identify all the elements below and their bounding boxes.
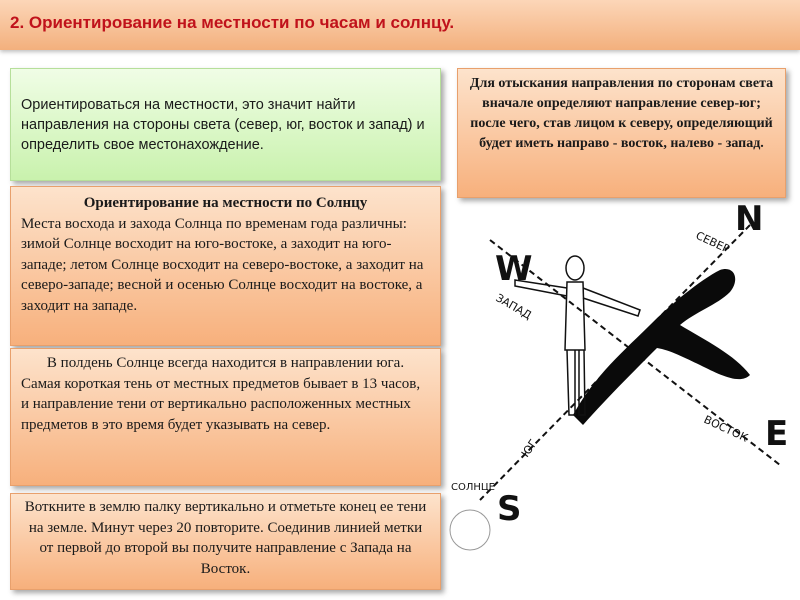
north-letter: N xyxy=(735,200,764,239)
noon-text: Самая короткая тень от местных предметов бывает в 13 часов, и направление тени от вертикально расположенных местных предметов в это время будет указывать на север. xyxy=(21,375,421,433)
noon-line: В полдень Солнце всегда находится в направлении юга. xyxy=(46,355,405,371)
stick-method-text: Воткните в землю палку вертикально и отметьте конец ее тени на земле. Минут через 20 повторите. Соединив линией метки от первой до второй вы получите направление с Запада на Восток. xyxy=(24,499,427,577)
east-letter: E xyxy=(765,414,789,454)
stick-method-box xyxy=(10,493,441,590)
south-letter: S xyxy=(497,489,522,529)
direction-note-text: Для отыскания направления по сторонам света вначале определяют направление север-юг; после чего, став лицом к северу, определяющий будет иметь направо - восток, налево - запад. xyxy=(469,76,774,151)
compass-illustration xyxy=(445,200,800,600)
person-figure xyxy=(515,256,640,415)
sun-orientation-heading: Ориентирование на местности по Солнцу xyxy=(83,195,368,211)
south-word: ЮГ xyxy=(518,437,541,460)
west-letter: W xyxy=(495,249,533,289)
person-shadow xyxy=(573,269,750,425)
east-word: ВОСТОК xyxy=(701,412,750,445)
person-right-arm xyxy=(583,288,640,316)
north-word: СЕВЕР xyxy=(693,228,732,256)
west-word: ЗАПАД xyxy=(493,291,534,323)
person-torso xyxy=(565,282,585,350)
sun-orientation-text: Места восхода и захода Солнца по временам года различны: зимой Солнце восходит на юго-востоке, а заходит на юго-западе; летом Солнце восходит на северо-востоке, а заходит на северо-западе; весной и осенью Солнце восходит на востоке, а заходит на западе. xyxy=(21,215,424,314)
title-bar xyxy=(0,0,800,50)
noon-box xyxy=(10,348,441,486)
sun-word: СОЛНЦЕ xyxy=(451,482,495,493)
person-head xyxy=(566,256,584,280)
page-title: 2. Ориентирование на местности по часам и солнцу. xyxy=(10,13,455,32)
intro-box xyxy=(10,68,441,181)
intro-text: Ориентироваться на местности, это значит найти направления на стороны света (север, юг, восток и запад) и определить свое местонахождение. xyxy=(21,97,425,153)
sun-orientation-box xyxy=(10,186,441,346)
direction-note-box xyxy=(457,68,786,198)
sun-icon xyxy=(450,510,490,550)
